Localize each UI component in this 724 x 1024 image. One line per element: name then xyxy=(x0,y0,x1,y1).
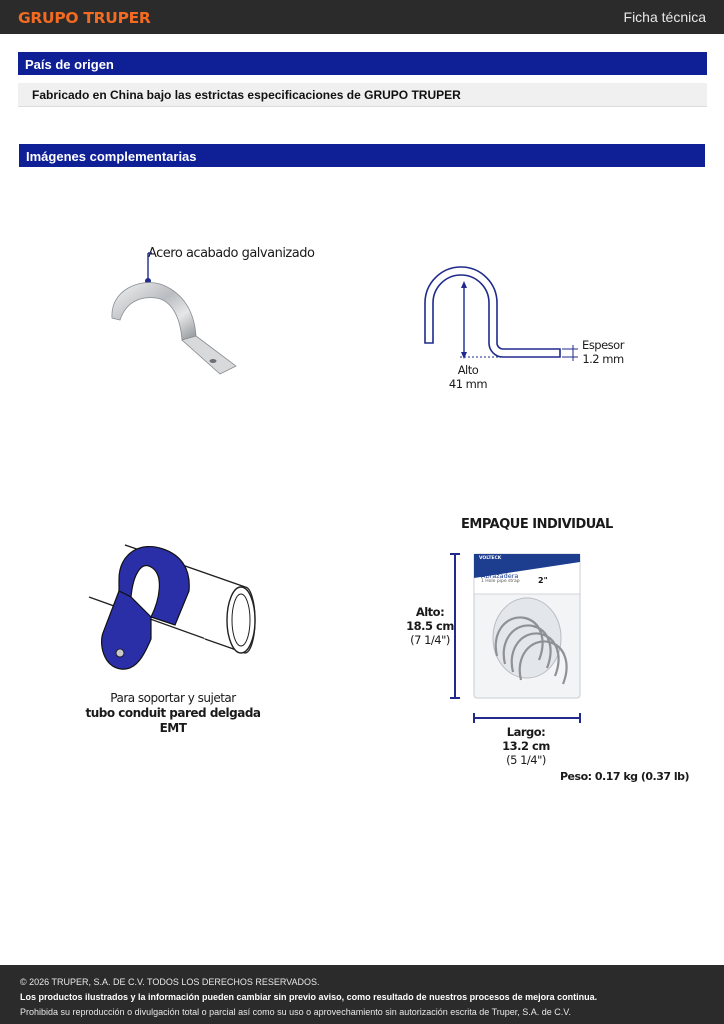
usage-diagram xyxy=(85,535,265,685)
usage-caption xyxy=(78,691,268,736)
footer-prohibition: Prohibida su reproducción o divulgación total o parcial así como su uso o aprovechamiento sin autorización escrita de Truper, S.A. de C.V. xyxy=(20,1007,571,1017)
images-section-header: Imágenes complementarias xyxy=(19,144,705,167)
package-length-callout xyxy=(500,725,552,767)
height-label: Alto xyxy=(457,363,479,377)
finish-label: Acero acabado galvanizado xyxy=(148,246,315,261)
package-weight: Peso: 0.17 kg (0.37 lb) xyxy=(560,770,690,783)
usage-line-2: tubo conduit pared delgada EMT xyxy=(85,706,261,735)
strap-profile xyxy=(425,267,560,357)
package-size: 2" xyxy=(538,576,548,585)
package-height-in: (7 1/4") xyxy=(410,633,450,647)
package-product-en: 1 Hole pipe strap xyxy=(481,579,520,584)
package-length-cm: 13.2 cm xyxy=(502,739,550,753)
height-callout xyxy=(444,363,492,391)
origin-section-header: País de origen xyxy=(18,52,707,75)
package-height-callout xyxy=(405,605,455,647)
usage-line-1: Para soportar y sujetar xyxy=(110,691,236,705)
galvanized-strap-image xyxy=(100,240,260,390)
footer-notice: Los productos ilustrados y la información pueden cambiar sin previo aviso, como resultado de nuestros procesos de mejora continua. xyxy=(20,992,598,1002)
package-title: EMPAQUE INDIVIDUAL xyxy=(461,517,613,532)
profile-diagram xyxy=(410,265,580,370)
package-length-in: (5 1/4") xyxy=(506,753,546,767)
footer xyxy=(0,965,724,1024)
thickness-value: 1.2 mm xyxy=(582,352,624,366)
document-type: Ficha técnica xyxy=(623,9,706,25)
package-brand: VOLTECK xyxy=(479,556,502,561)
package-height-cm: 18.5 cm xyxy=(406,619,454,633)
strap-tab xyxy=(182,336,236,374)
package-product: Abrazadera xyxy=(481,572,519,580)
origin-text: Fabricado en China bajo las estrictas especificaciones de GRUPO TRUPER xyxy=(18,83,707,107)
top-bar xyxy=(0,0,724,34)
height-value: 41 mm xyxy=(448,377,488,391)
mounting-hole xyxy=(210,359,217,363)
thickness-label: Espesor xyxy=(582,338,624,352)
strap-arch xyxy=(112,282,196,340)
screw-icon xyxy=(116,649,124,657)
conduit-end xyxy=(227,587,255,653)
package-height-label: Alto: xyxy=(415,605,445,619)
thickness-callout xyxy=(580,338,626,366)
footer-copyright: © 2026 TRUPER, S.A. DE C.V. TODOS LOS DERECHOS RESERVADOS. xyxy=(20,977,320,987)
package-length-label: Largo: xyxy=(506,725,546,739)
brand-logo[interactable]: GRUPO TRUPER xyxy=(18,9,151,27)
